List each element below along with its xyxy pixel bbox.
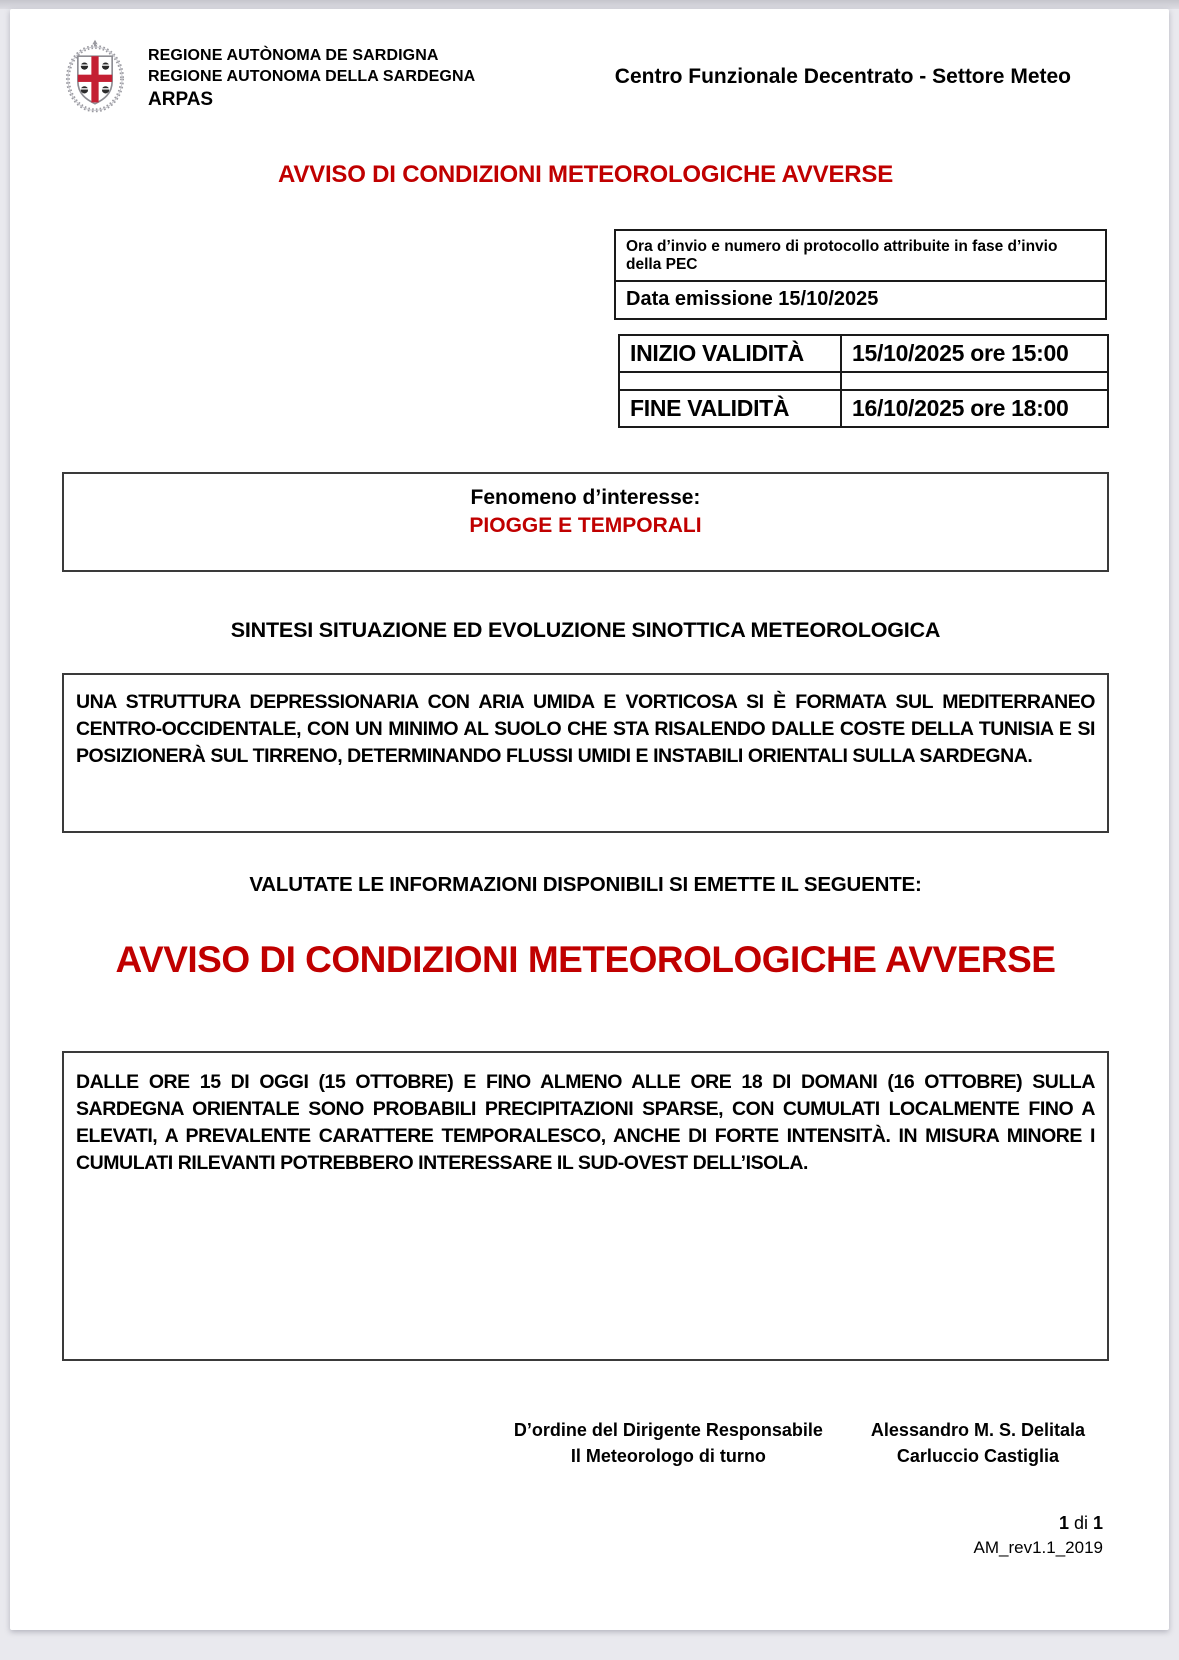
document-title: AVVISO DI CONDIZIONI METEOROLOGICHE AVVERSE (277, 161, 893, 188)
validity-table (618, 334, 1109, 428)
phenomenon-value: PIOGGE E TEMPORALI (469, 514, 702, 537)
spacer-cell (619, 372, 841, 390)
issuance-intro: VALUTATE LE INFORMAZIONI DISPONIBILI SI EMETTE IL SEGUENTE: (249, 873, 922, 896)
signature-name-line1: Alessandro M. S. Delitala (870, 1420, 1085, 1440)
page-total: 1 (1092, 1513, 1103, 1533)
synthesis-box (62, 673, 1109, 833)
warning-text: DALLE ORE 15 DI OGGI (15 OTTOBRE) E FINO ALMENO ALLE ORE 18 DI DOMANI (16 OTTOBRE) SULLA SARDEGNA ORIENTALE SONO PROBABILI PRECIPITAZIONI SPARSE, CON CUMULATI LOCALMENTE FINO A ELEVATI, A PREVALENTE CARATTERE TEMPORALESCO, ANCHE DI FORTE INTENSITÀ. IN MISURA MINORE I CUMULATI RILEVANTI POTREBBERO INTERESSARE IL SUD-OVEST DELL’ISOLA. (76, 1071, 1095, 1174)
table-row-spacer (619, 372, 1108, 390)
signature-block (62, 1417, 1109, 1469)
signature-role-line2: Il Meteorologo di turno (570, 1446, 766, 1466)
page-separator: di (1068, 1513, 1093, 1533)
phenomenon-label: Fenomeno d’interesse: (470, 486, 701, 509)
org-name-italian: REGIONE AUTONOMA DELLA SARDEGNA (148, 68, 476, 85)
spacer-cell (841, 372, 1108, 390)
department-title: Centro Funzionale Decentrato - Settore Meteo (614, 65, 1071, 88)
signature-role (514, 1417, 823, 1469)
validity-end-label: FINE VALIDITÀ (619, 390, 841, 427)
validity-start-value: 15/10/2025 ore 15:00 (841, 335, 1108, 372)
org-name-sardinian: REGIONE AUTÒNOMA DE SARDIGNA (148, 47, 439, 64)
organization-block (148, 39, 475, 112)
signature-name-line2: Carluccio Castiglia (896, 1446, 1059, 1466)
protocol-box (614, 229, 1107, 320)
document-page (10, 9, 1169, 1630)
header (62, 39, 1109, 113)
pec-protocol-note: Ora d’invio e numero di protocollo attribuite in fase d’invio della PEC (616, 231, 1105, 282)
org-acronym: ARPAS (148, 89, 214, 110)
page-footer (974, 1513, 1103, 1558)
page-current: 1 (1058, 1513, 1069, 1533)
issuance-title: AVVISO DI CONDIZIONI METEOROLOGICHE AVVERSE (115, 939, 1056, 980)
synthesis-heading: SINTESI SITUAZIONE ED EVOLUZIONE SINOTTICA METEOROLOGICA (230, 618, 941, 642)
table-row (619, 335, 1108, 372)
page-number (974, 1513, 1103, 1534)
validity-start-label: INIZIO VALIDITÀ (619, 335, 841, 372)
emission-date: Data emissione 15/10/2025 (626, 288, 879, 310)
revision-code: AM_rev1.1_2019 (973, 1538, 1103, 1557)
signature-names (871, 1417, 1085, 1469)
sardinia-coat-of-arms-logo (62, 39, 128, 113)
table-row (619, 390, 1108, 427)
warning-box (62, 1051, 1109, 1361)
validity-end-value: 16/10/2025 ore 18:00 (841, 390, 1108, 427)
signature-role-line1: D’ordine del Dirigente Responsabile (513, 1420, 823, 1440)
phenomenon-box (62, 472, 1109, 572)
synthesis-text: UNA STRUTTURA DEPRESSIONARIA CON ARIA UMIDA E VORTICOSA SI È FORMATA SUL MEDITERRANEO CENTRO-OCCIDENTALE, CON UN MINIMO AL SUOLO CHE STA RISALENDO DALLE COSTE DELLA TUNISIA E SI POSIZIONERÀ SUL TIRRENO, DETERMINANDO FLUSSI UMIDI E INSTABILI ORIENTALI SULLA SARDEGNA. (76, 691, 1095, 767)
